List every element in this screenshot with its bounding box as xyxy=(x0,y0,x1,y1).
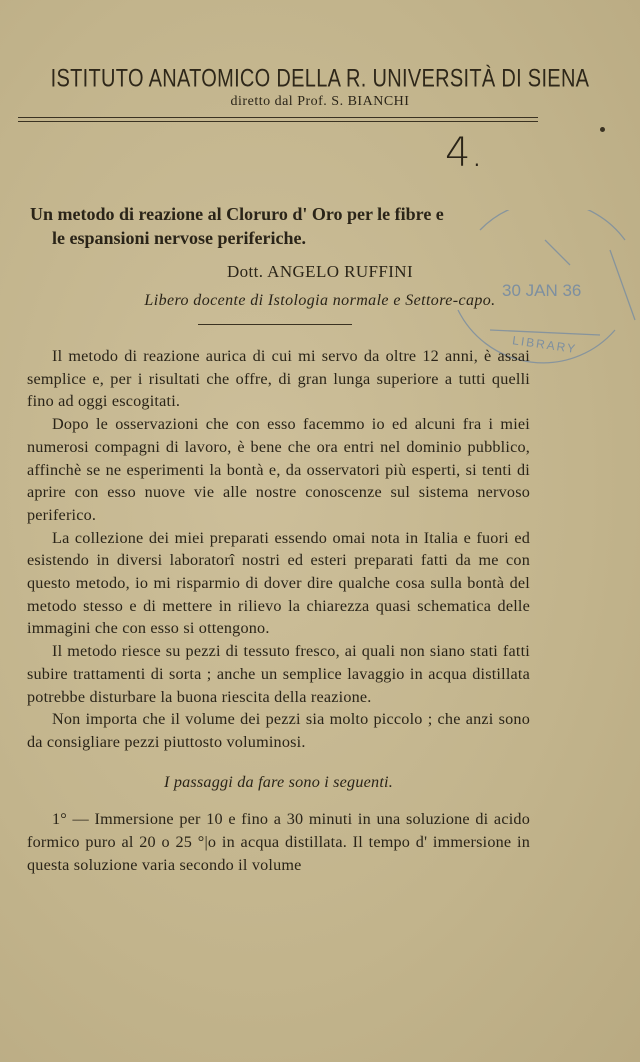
paragraph-5: Non importa che il volume dei pezzi sia molto piccolo ; che anzi sono da consigliare pezzi piuttosto voluminosi. xyxy=(27,710,530,751)
header-rule-bottom xyxy=(18,121,538,122)
article-title-line-1: Un metodo di reazione al Cloruro d' Oro per le fibre e xyxy=(30,204,444,224)
article-title-line-2: le espansioni nervose periferiche. xyxy=(52,228,306,248)
director-line: diretto dal Prof. S. BIANCHI xyxy=(230,94,410,109)
paragraph-2: Dopo le osservazioni che con esso facemmo io ed alcuni fra i miei numerosi compagni di lavoro, è bene che ora entri nel dominio pubblico, affinchè se ne esperimenti la bontà e, da osservatori più esperti, si tenti di aprire con esso nuove vie alle nostre conoscenze sul sistema nervoso periferico. xyxy=(27,415,530,524)
paragraph-3: La collezione dei miei preparati essendo omai nota in Italia e fuori ed esistendo in diversi laboratorî nostri ed esteri preparati fatti da me con questo metodo, io mi risparmio di dover dire qualche cosa sulla bontà del metodo stesso e di mettere in rilievo la chiarezza quasi schematica delle immagini che con esso si ottengono. xyxy=(27,528,530,638)
handwritten-page-number: 4. xyxy=(445,130,484,176)
header-rule-top xyxy=(18,117,538,118)
ink-dot xyxy=(600,127,605,132)
author-separator-rule xyxy=(198,324,352,325)
stamp-date: 30 JAN 36 xyxy=(502,281,582,300)
paragraph-1: Il metodo di reazione aurica di cui mi servo da oltre 12 anni, è assai semplice e, per i risultati che offre, di gran lunga superiore a tutti quelli fino ad oggi escogitati. xyxy=(27,347,530,411)
paragraph-4: Il metodo riesce su pezzi di tessuto fresco, ai quali non siano stati fatti subire trattamenti di sorta ; anche un semplice lavaggio in acqua distillata potrebbe disturbare la buona riescita della reazione. xyxy=(27,642,530,706)
section-heading: I passaggi da fare sono i seguenti. xyxy=(164,772,393,791)
stamp-label: LIBRARY xyxy=(511,333,578,357)
author-affiliation: Libero docente di Istologia normale e Settore-capo. xyxy=(144,292,496,309)
institute-heading: ISTITUTO ANATOMICO DELLA R. UNIVERSITÀ DI SIENA xyxy=(50,65,590,93)
body-text xyxy=(27,345,530,876)
author-name: Dott. ANGELO RUFFINI xyxy=(226,262,414,281)
paragraph-6: 1° — Immersione per 10 e fino a 30 minuti in una soluzione di acido formico puro al 20 o 25 °|o in acqua distillata. Il tempo d' immersione in questa soluzione varia secondo il volume xyxy=(27,810,530,874)
